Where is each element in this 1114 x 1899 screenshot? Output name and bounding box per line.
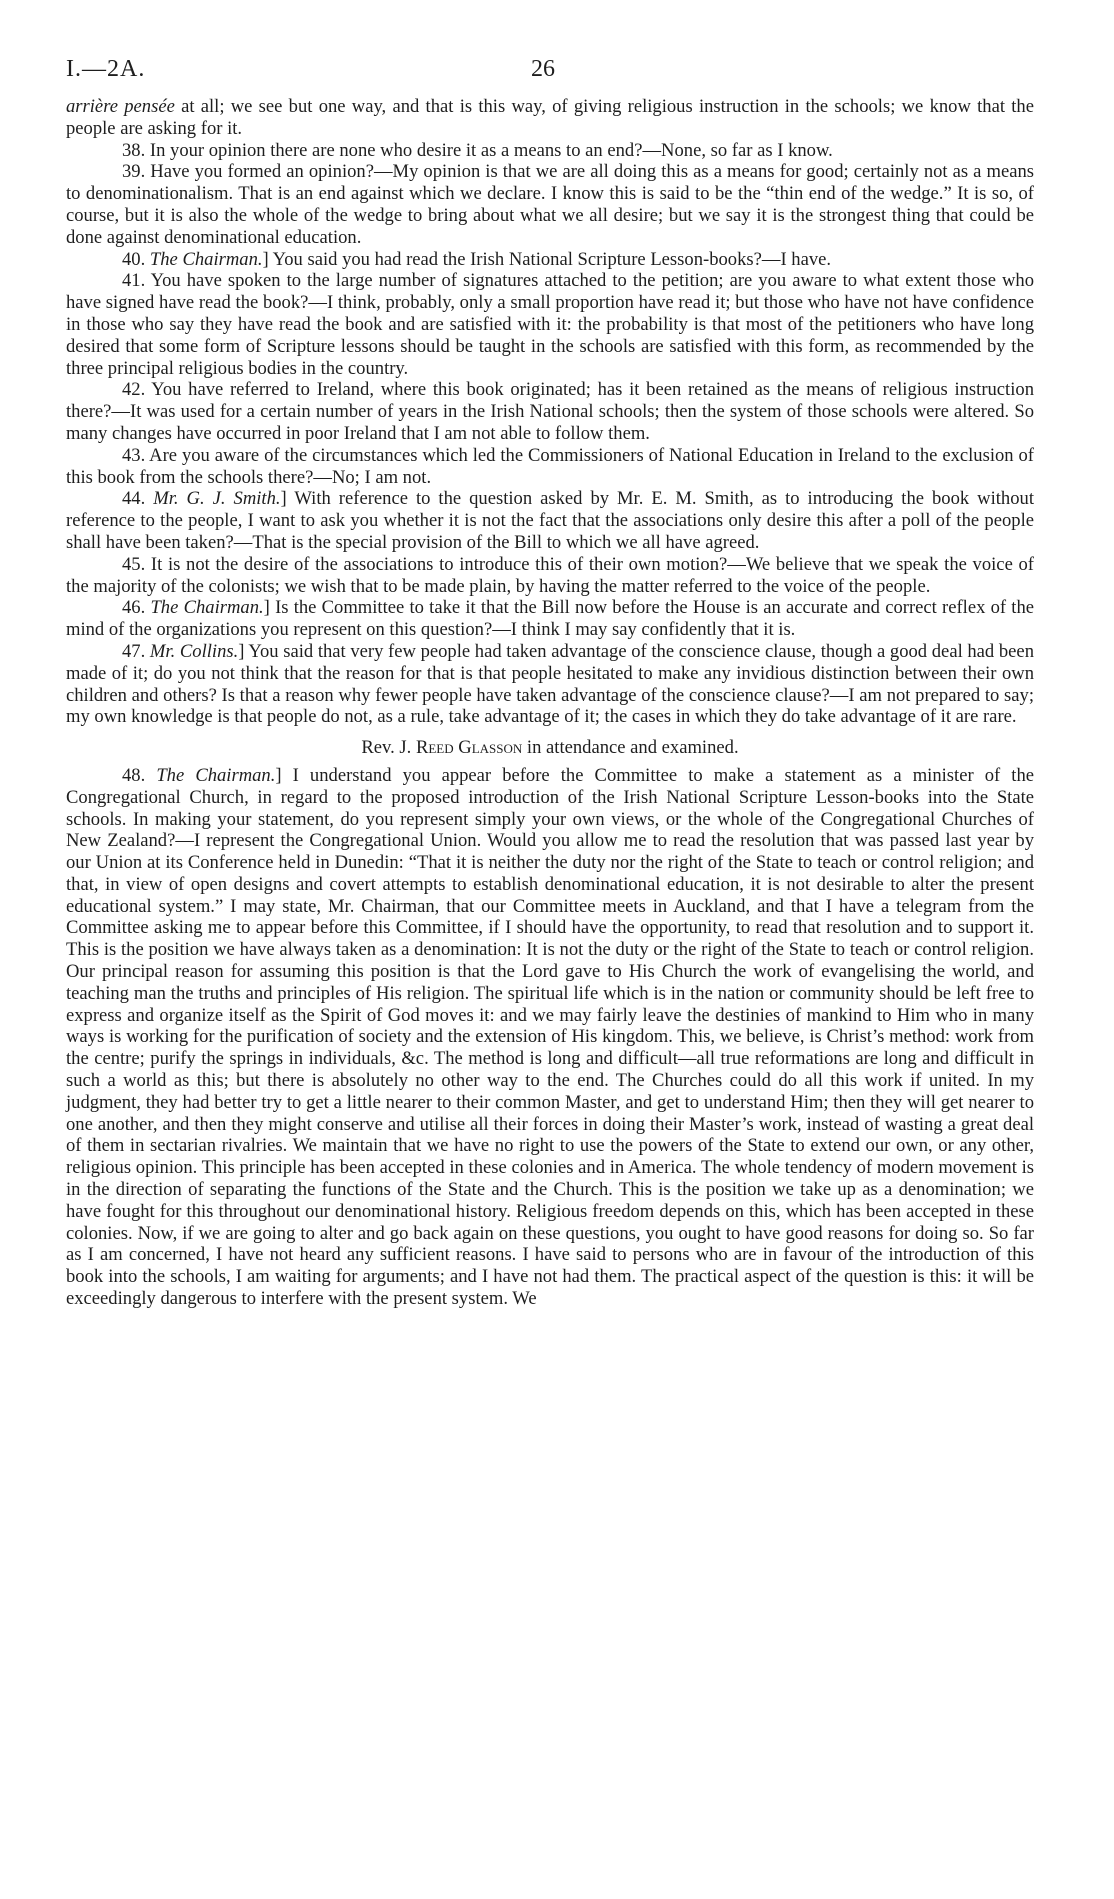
question-number: 47. [122,640,146,662]
paragraph-q44 [66,488,1034,553]
heading-suffix: in attendance and examined. [522,737,739,759]
italic-lead: arrière pensée [66,96,175,117]
paragraph-text: ] With reference to the question asked by Mr. E. M. Smith, as to introducing the book without reference to the people, I want to ask you whether it is not the fact that the associations only desire this after a poll of the people shall have been taken?—That is the special provision of the Bill to which we all have agreed. [66,488,1034,553]
section-heading [66,737,1034,759]
paragraph-q43: 43. Are you aware of the circumstances which led the Commissioners of National Education in Ireland to the exclusion of this book from the schools there?—No; I am not. [66,444,1034,488]
paragraph-text: at all; we see but one way, and that is this way, of giving religious instruction in the schools; we know that the people are asking for it. [66,96,1034,139]
paragraph [66,96,1034,140]
question-number: 40. [122,248,146,270]
document-page [66,56,1034,1310]
paragraph-q48 [66,765,1034,1310]
paragraph-text: ] I understand you appear before the Committee to make a statement as a minister of the Congregational Church, in regard to the proposed introduction of the Irish National Scripture Lesson-books into the State schools. In making your statement, do you represent simply your own views, or the whole of the Congregational Churches of New Zealand?—I represent the Congregational Union. Would you allow me to read the resolution that was passed last year by our Union at its Conference held in Dunedin: “That it is neither the duty nor the right of the State to teach or control religion; and that, in view of open designs and covert attempts to establish denominational education, it is not desirable to alter the present educational system.” I may state, Mr. Chairman, that our Committee meets in Auckland, and that I have a telegram from the Committee asking me to appear before this Committee, if I should have the opportunity, to read that resolution and to support it. This is the position we have always taken as a denomination: It is not the duty or the right of the State to teach or control religion. Our principal reason for assuming this position is that the Lord gave to His Church the work of evangelising the world, and teaching man the truths and principles of His religion. The spiritual life which is in the nation or community should be left free to express and organize itself as the Spirit of God moves it: and we may fairly leave the destinies of mankind to Him who in many ways is working for the purification of society and the extension of His kingdom. This, we believe, is Christ’s method: work from the centre; purify the springs in individuals, &c. The method is long and difficult—all true reformations are long and difficult in such a world as this; but there is absolutely no other way to the end. The Churches could do all this work if united. In my judgment, they had better try to get a little nearer to their common Master, and get to understand Him; then they will get nearer to one another, and then they might conserve and utilise all their forces in doing their Master’s work, instead of wasting a great deal of them in sectarian rivalries. We maintain that we have no right to use the powers of the State to extend our own, or any other, religious opinion. This principle has been accepted in these colonies and in America. The whole tendency of modern movement is in the direction of separating the functions of the State and the Church. This is the position we take up as a denomination; we have fought for this throughout our denominational history. Religious freedom depends on this, which has been accepted in these colonies. Now, if we are going to alter and go back again on these questions, you ought to have good reasons for doing so. So far as I am concerned, I have not heard any sufficient reasons. I have said to persons who are in favour of the introduction of this book into the schools, I am waiting for arguments; and I have not had them. The practical aspect of the question is this: it will be exceedingly dangerous to interfere with the present system. We [66,764,1034,1310]
body-text [66,96,1034,1310]
page-number: 26 [531,56,555,82]
speaker-name: The Chairman. [150,597,264,619]
question-number: 46. [122,597,146,619]
page-header [66,56,1034,96]
document-reference: I.—2A. [66,56,146,82]
paragraph-text: ] You said you had read the Irish National Scripture Lesson-books?—I have. [262,248,832,270]
speaker-name: Mr. Collins. [149,640,239,662]
speaker-name: The Chairman. [156,764,276,786]
speaker-name: The Chairman. [149,248,263,270]
paragraph-q45: 45. It is not the desire of the associations to introduce this of their own motion?—We believe that we speak the voice of the majority of the colonists; we wish that to be made plain, by having the matter referred to the voice of the people. [66,553,1034,597]
paragraph-q39: 39. Have you formed an opinion?—My opinion is that we are all doing this as a means for good; certainly not as a means to denominationalism. That is an end against which we declare. I know this is said to be the “thin end of the wedge.” It is so, of course, but it is also the whole of the wedge to bring about what we all desire; but we say it is the strongest thing that could be done against denominational education. [66,161,1034,248]
question-number: 44. [122,488,146,510]
paragraph-q47 [66,641,1034,728]
paragraph-text: ] Is the Committee to take it that the Bill now before the House is an accurate and correct reflex of the mind of the organizations you represent on this question?—I think I may say confidently that it is. [66,597,1035,641]
paragraph-q38: 38. In your opinion there are none who desire it as a means to an end?—None, so far as I know. [122,139,833,161]
witness-name: Reed Glasson [415,737,523,759]
paragraph-q40 [66,249,1034,271]
question-number: 48. [122,764,146,786]
paragraph-q42: 42. You have referred to Ireland, where this book originated; has it been retained as the means of religious instruction there?—It was used for a certain number of years in the Irish National schools; then the system of those schools were altered. So many changes have occurred in poor Ireland that I am not able to follow them. [66,379,1034,444]
speaker-name: Mr. G. J. Smith. [153,488,281,510]
paragraph-q46 [66,597,1034,641]
paragraph-q41: 41. You have spoken to the large number of signatures attached to the petition; are you aware to what extent those who have signed have read the book?—I think, probably, only a small proportion have read it; but those who have not have confidence in those who say they have read the book and are satisfied with it: the probability is that most of the petitioners who have long desired that some form of Scripture lessons should be taught in the schools are satisfied with this form, as recommended by the three principal religious bodies in the country. [66,270,1034,379]
paragraph-text: ] You said that very few people had taken advantage of the conscience clause, though a good deal had been made of it; do you not think that the reason for that is that people hesitated to make any invidious distinction between their own children and others? Is that a reason why fewer people have taken advantage of the conscience clause?—I am not prepared to say; my own knowledge is that people do not, as a rule, take advantage of it; the cases in which they do take advantage of it are rare. [66,640,1034,728]
heading-prefix: Rev. J. [361,737,416,759]
